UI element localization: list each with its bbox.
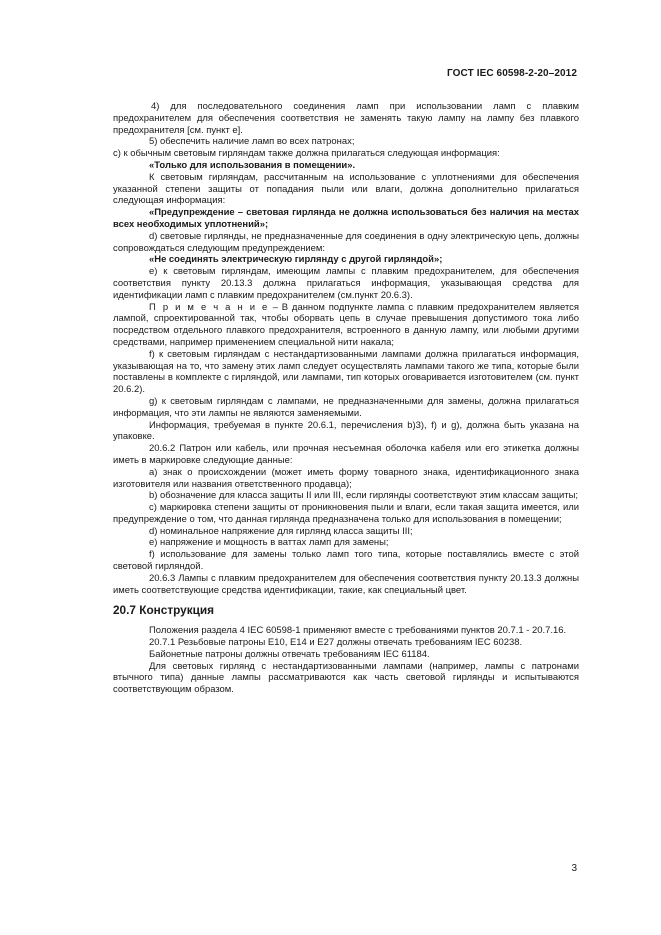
bold-warning: «Предупреждение – световая гирлянда не должна использоваться без наличия на местах всех необходимых уплотнений»; [113,207,579,230]
bold-warning: «Не соединять электрическую гирлянду с другой гирляндой»; [149,254,443,266]
paragraph: Информация, требуемая в пункте 20.6.1, перечисления b)3), f) и g), должна быть указана на упаковке. [113,419,579,443]
paragraph: К световым гирляндам, рассчитанным на использование с уплотнениями для обеспечения указанной степени защиты от попадания пыли или влаги, должна дополнительно прилагаться следующая информация: [113,171,579,207]
paragraph: d) световые гирлянды, не предназначенные для соединения в одну электрическую цепь, должны сопровождаться следующим предупреждением: [113,230,579,254]
document-header: ГОСТ IEC 60598-2-20–2012 [447,68,577,79]
paragraph: b) обозначение для класса защиты II или III, если гирлянды соответствуют этим классам защиты; [149,490,579,502]
paragraph: 20.6.2 Патрон или кабель, или прочная несъемная оболочка кабеля или его этикетка должны иметь в маркировке следующие данные: [113,443,579,466]
paragraph: f) использование для замены только ламп того типа, которые поставлялись вместе с этой световой гирляндой. [113,549,579,573]
paragraph: g) к световым гирляндам с лампами, не предназначенными для замены, должна прилагаться информация, что эти лампы не являются заменяемыми. [113,395,579,419]
note-text: – В данном подпункте лампа с плавким предохранителем является лампой, спроектированной так, чтобы оборвать цепь в случае превышения допустимого тока либо посредством отдельного плавкого предохранителя, встроенного в данную лампу, или любыми другими средствами, например применением специальной нити накала; [113,301,580,348]
section-title: 20.7 Конструкция [113,603,215,618]
page-body [113,101,579,696]
paragraph: 5) обеспечить наличие ламп во всех патронах; [149,136,355,148]
paragraph: с) к обычным световым гирляндам также должна прилагаться следующая информация: [113,148,500,160]
paragraph: е) к световым гирляндам, имеющим лампы с плавким предохранителем, для обеспечения соответствия пункту 20.13.3 должна прилагаться информация, указывающая средства для идентификации ламп с плавким предохранителем (см.пункт 20.6.3). [113,266,579,301]
paragraph: а) знак о происхождении (может иметь форму товарного знака, идентификационного знака изготовителя или названия ответственного продавца); [113,466,579,490]
paragraph: d) номинальное напряжение для гирлянд класса защиты III; [149,525,413,537]
paragraph: е) напряжение и мощность в ваттах ламп для замены; [149,537,389,549]
paragraph: f) к световым гирляндам с нестандартизованными лампами должна прилагаться информация, указывающая на то, что замену этих ламп следует осуществлять лампами такого же типа, которые были поставлены в комплекте с гирляндой, или лампами, тип которых оговаривается изготовителем (см. пункт 20.6.2). [113,348,579,396]
note-paragraph [113,302,579,349]
paragraph: с) маркировка степени защиты от проникновения пыли и влаги, если такая защита имеется, или предупреждение о том, что данная гирлянда предназначена только для использования в помещении; [113,502,579,525]
paragraph: Положения раздела 4 IEC 60598-1 применяют вместе с требованиями пунктов 20.7.1 - 20.7.16. [149,625,567,637]
note-label: П р и м е ч а н и е [149,301,269,313]
bold-notice: «Только для использования в помещении». [149,159,356,171]
paragraph: 4) для последовательного соединения ламп при использовании ламп с плавким предохранителем для обеспечения соответствия не заменять такую лампу на лампу без плавкого предохранителя [см. пункт е]. [113,101,579,136]
paragraph: 20.6.3 Лампы с плавким предохранителем для обеспечения соответствия пункту 20.13.3 должны иметь соответствующие средства идентификации, такие, как специальный цвет. [113,572,579,596]
paragraph: Байонетные патроны должны отвечать требованиям IEC 61184. [149,648,430,660]
page-number: 3 [571,863,577,874]
paragraph: 20.7.1 Резьбовые патроны E10, E14 и E27 должны отвечать требованиям IEC 60238. [149,637,523,649]
paragraph: Для световых гирлянд с нестандартизованными лампами (например, лампы с патронами втычного типа) данные лампы рассматриваются как часть световой гирлянды и испытываются соответствующим образом. [113,660,579,696]
